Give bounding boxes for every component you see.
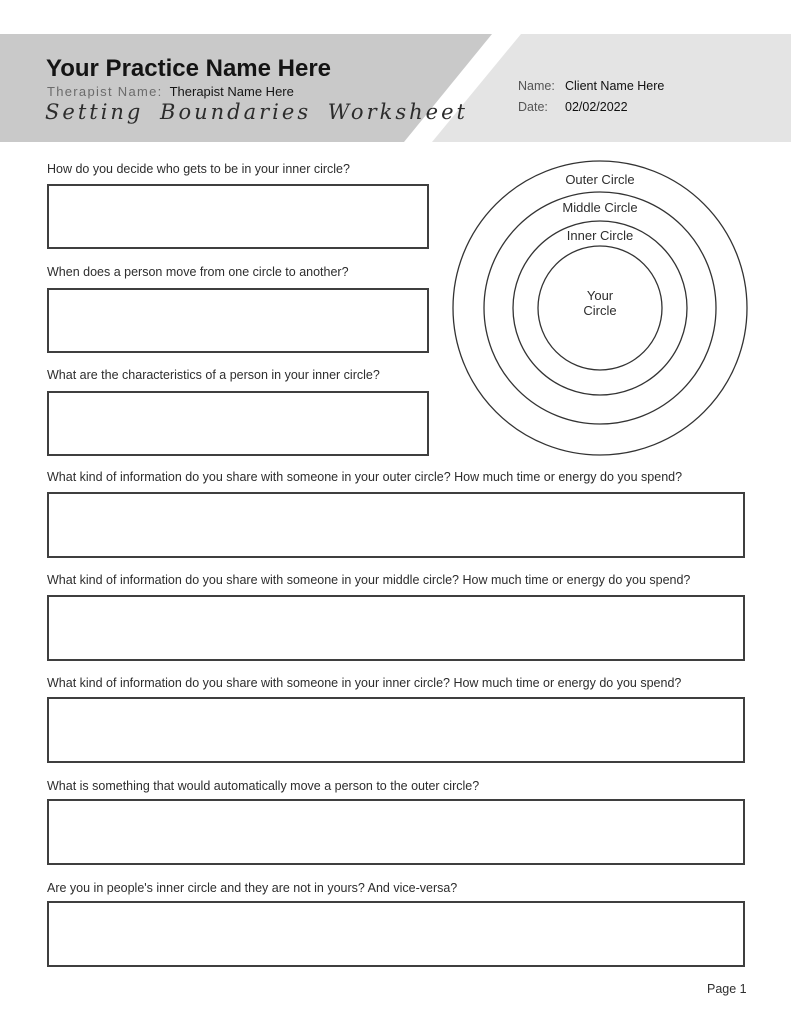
answer-box-3[interactable] <box>47 391 429 456</box>
question-label-7: What is something that would automatically move a person to the outer circle? <box>47 779 480 793</box>
page-number: Page 1 <box>707 982 747 996</box>
inner-circle-label: Inner Circle <box>566 228 634 243</box>
outer-circle-label: Outer Circle <box>565 172 635 187</box>
your-circle-label-line1: Your <box>586 288 614 303</box>
your-circle-label-line2: Circle <box>583 303 617 318</box>
answer-box-7[interactable] <box>47 799 745 865</box>
question-label-3: What are the characteristics of a person in your inner circle? <box>47 368 380 382</box>
therapist-name-label: Therapist Name: <box>47 84 163 99</box>
answer-box-8[interactable] <box>47 901 745 967</box>
answer-box-1[interactable] <box>47 184 429 249</box>
therapist-line <box>47 85 294 98</box>
date-value: 02/02/2022 <box>565 99 628 114</box>
question-label-6: What kind of information do you share with someone in your inner circle? How much time or energy do you spend? <box>47 676 682 690</box>
date-row <box>518 101 664 114</box>
client-name-label: Name: <box>518 79 555 93</box>
question-label-4: What kind of information do you share with someone in your outer circle? How much time or energy do you spend? <box>47 470 683 484</box>
question-label-5: What kind of information do you share with someone in your middle circle? How much time or energy do you spend? <box>47 573 691 587</box>
middle-circle-label: Middle Circle <box>562 200 638 215</box>
client-name-value: Client Name Here <box>565 79 665 93</box>
client-name-row <box>518 80 664 93</box>
date-label: Date: <box>518 99 548 114</box>
question-label-1: How do you decide who gets to be in your inner circle? <box>47 162 350 176</box>
question-label-2: When does a person move from one circle to another? <box>47 265 349 279</box>
circles-diagram <box>438 148 762 472</box>
answer-box-4[interactable] <box>47 492 745 558</box>
worksheet-title: Setting Boundaries Worksheet <box>45 100 468 124</box>
answer-box-6[interactable] <box>47 697 745 763</box>
practice-name-title: Your Practice Name Here <box>46 55 332 82</box>
answer-box-5[interactable] <box>47 595 745 661</box>
therapist-name-value: Therapist Name Here <box>169 84 294 99</box>
answer-box-2[interactable] <box>47 288 429 353</box>
question-label-8: Are you in people's inner circle and they are not in yours? And vice-versa? <box>47 881 458 895</box>
client-info-block <box>518 80 664 121</box>
